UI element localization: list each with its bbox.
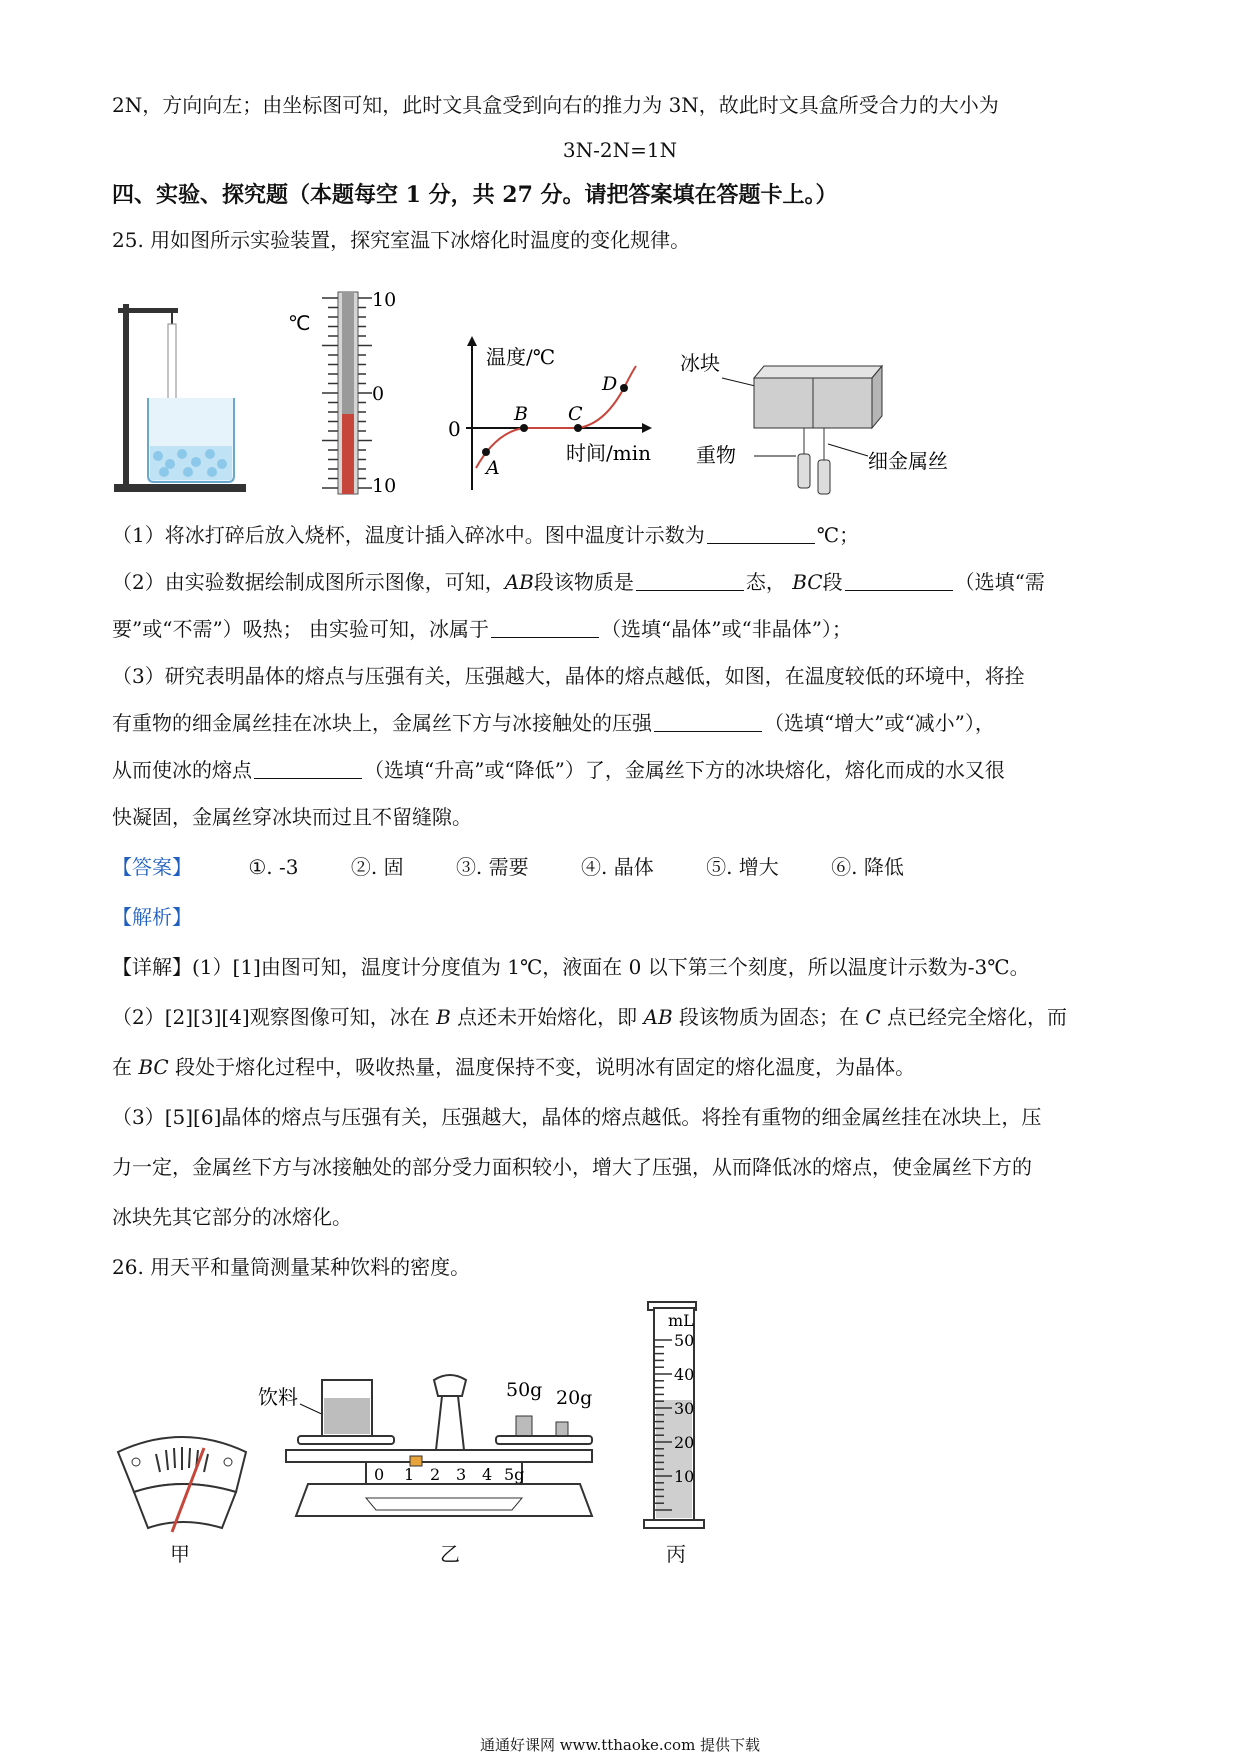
answer-label: 【答案】 bbox=[112, 855, 192, 879]
thermo-tick-bottom: 10 bbox=[372, 475, 397, 497]
question-25-part1: （1）将冰打碎后放入烧杯，温度计插入碎冰中。图中温度计示数为 ℃； bbox=[112, 523, 860, 547]
detail-line-4: （3）[5][6]晶体的熔点与压强有关，压强越大，晶体的熔点越低。将拴有重物的细金属丝挂在冰块上，压 bbox=[112, 1105, 1042, 1129]
beaker-stand-figure bbox=[110, 296, 250, 496]
answer-5: ⑤. 增大 bbox=[706, 855, 779, 879]
cylinder-tick-30: 30 bbox=[674, 1399, 695, 1418]
caption-jia: 甲 bbox=[170, 1542, 190, 1566]
cylinder-tick-50: 50 bbox=[674, 1331, 695, 1350]
thermometer-figure bbox=[282, 288, 412, 500]
question-25-part2-cont: 要”或“不需”）吸热； 由实验可知，冰属于 （选填“晶体”或“非晶体”）； bbox=[112, 617, 852, 641]
graph-x-label: 时间/min bbox=[566, 441, 651, 465]
question-25-part3-line3: 从而使冰的熔点 （选填“升高”或“降低”）了，金属丝下方的冰块熔化，熔化而成的水又很 bbox=[112, 758, 1005, 782]
answer-3: ③. 需要 bbox=[455, 855, 529, 879]
page-footer: 通通好课网 www.tthaoke.com 提供下载 bbox=[479, 1736, 761, 1754]
scale-tick-0: 0 bbox=[374, 1465, 385, 1484]
thermo-unit: ℃ bbox=[288, 311, 311, 335]
thermo-tick-top: 10 bbox=[372, 289, 397, 311]
ice-block-figure bbox=[672, 344, 952, 500]
scale-tick-2: 2 bbox=[430, 1465, 441, 1484]
balance-pointer-dial bbox=[112, 1428, 252, 1538]
cylinder-tick-40: 40 bbox=[674, 1365, 695, 1384]
point-b: B bbox=[514, 403, 528, 425]
answer-4: ④. 晶体 bbox=[581, 855, 654, 879]
scale-tick-1: 1 bbox=[404, 1465, 415, 1484]
measuring-cylinder bbox=[640, 1300, 720, 1534]
weight-label: 重物 bbox=[696, 443, 736, 467]
mass-20g: 20g bbox=[556, 1387, 593, 1409]
point-c: C bbox=[568, 403, 583, 425]
caption-bing: 丙 bbox=[666, 1542, 686, 1566]
point-d: D bbox=[602, 373, 618, 395]
cylinder-tick-10: 10 bbox=[674, 1467, 695, 1486]
answer-1: ①. -3 bbox=[248, 855, 299, 879]
answer-line bbox=[112, 852, 950, 882]
question-25-part3: （3）研究表明晶体的熔点与压强有关，压强越大，晶体的熔点越低，如图，在温度较低的环境中，将拴 bbox=[112, 664, 1025, 688]
detail-line-5: 力一定，金属丝下方与冰接触处的部分受力面积较小，增大了压强，从而降低冰的熔点，使金属丝下方的 bbox=[112, 1155, 1032, 1179]
answer-blank-6[interactable] bbox=[254, 758, 362, 779]
question-25-part3-line4: 快凝固，金属丝穿冰块而过且不留缝隙。 bbox=[112, 805, 472, 829]
answer-blank-2[interactable] bbox=[636, 570, 744, 591]
equation: 3N-2N=1N bbox=[562, 138, 678, 162]
point-a: A bbox=[486, 457, 500, 479]
answer-blank-5[interactable] bbox=[654, 711, 762, 732]
answer-2: ②. 固 bbox=[350, 855, 404, 879]
scale-tick-5g: 5g bbox=[504, 1465, 525, 1484]
graph-origin: 0 bbox=[448, 417, 461, 441]
ice-block-label: 冰块 bbox=[680, 351, 720, 375]
scale-tick-4: 4 bbox=[482, 1465, 493, 1484]
cylinder-unit: mL bbox=[668, 1311, 694, 1330]
wire-label: 细金属丝 bbox=[868, 449, 948, 473]
text-line: 2N，方向向左；由坐标图可知，此时文具盒受到向右的推力为 3N，故此时文具盒所受合力的大小为 bbox=[112, 93, 999, 117]
section-heading: 四、实验、探究题（本题每空 1 分，共 27 分。请把答案填在答题卡上。） bbox=[112, 182, 838, 208]
cylinder-tick-20: 20 bbox=[674, 1433, 695, 1452]
drink-label: 饮料 bbox=[258, 1385, 298, 1409]
detail-line-1: 【详解】(1）[1]由图可知，温度计分度值为 1℃，液面在 0 以下第三个刻度，所以温度计示数为-3℃。 bbox=[112, 955, 1030, 979]
detail-line-2: （2）[2][3][4]观察图像可知，冰在 B 点还未开始熔化，即 AB 段该物质为固态；在 C 点已经完全熔化，而 bbox=[112, 1005, 1068, 1029]
question-26: 26. 用天平和量筒测量某种饮料的密度。 bbox=[112, 1255, 471, 1279]
mass-50g: 50g bbox=[506, 1379, 543, 1401]
answer-blank-1[interactable] bbox=[707, 523, 815, 544]
caption-yi: 乙 bbox=[440, 1542, 460, 1566]
question-25-part2: （2）由实验数据绘制成图所示图像，可知，AB段该物质是 态， BC段 （选填“需 bbox=[112, 570, 1045, 594]
detail-line-6: 冰块先其它部分的冰熔化。 bbox=[112, 1205, 352, 1229]
answer-6: ⑥. 降低 bbox=[831, 855, 904, 879]
scale-tick-3: 3 bbox=[456, 1465, 467, 1484]
question-25: 25. 用如图所示实验装置，探究室温下冰熔化时温度的变化规律。 bbox=[112, 228, 691, 252]
graph-y-label: 温度/℃ bbox=[486, 345, 556, 369]
temperature-graph bbox=[440, 336, 660, 496]
question-25-part3-line2: 有重物的细金属丝挂在冰块上，金属丝下方与冰接触处的压强 （选填“增大”或“减小”）， bbox=[112, 711, 995, 735]
answer-blank-3[interactable] bbox=[845, 570, 953, 591]
analysis-label: 【解析】 bbox=[112, 905, 192, 929]
answer-blank-4[interactable] bbox=[491, 617, 599, 638]
balance-figure bbox=[256, 1370, 606, 1530]
detail-line-3: 在 BC 段处于熔化过程中，吸收热量，温度保持不变，说明冰有固定的熔化温度，为晶体。 bbox=[112, 1055, 916, 1079]
thermo-tick-zero: 0 bbox=[372, 383, 385, 405]
